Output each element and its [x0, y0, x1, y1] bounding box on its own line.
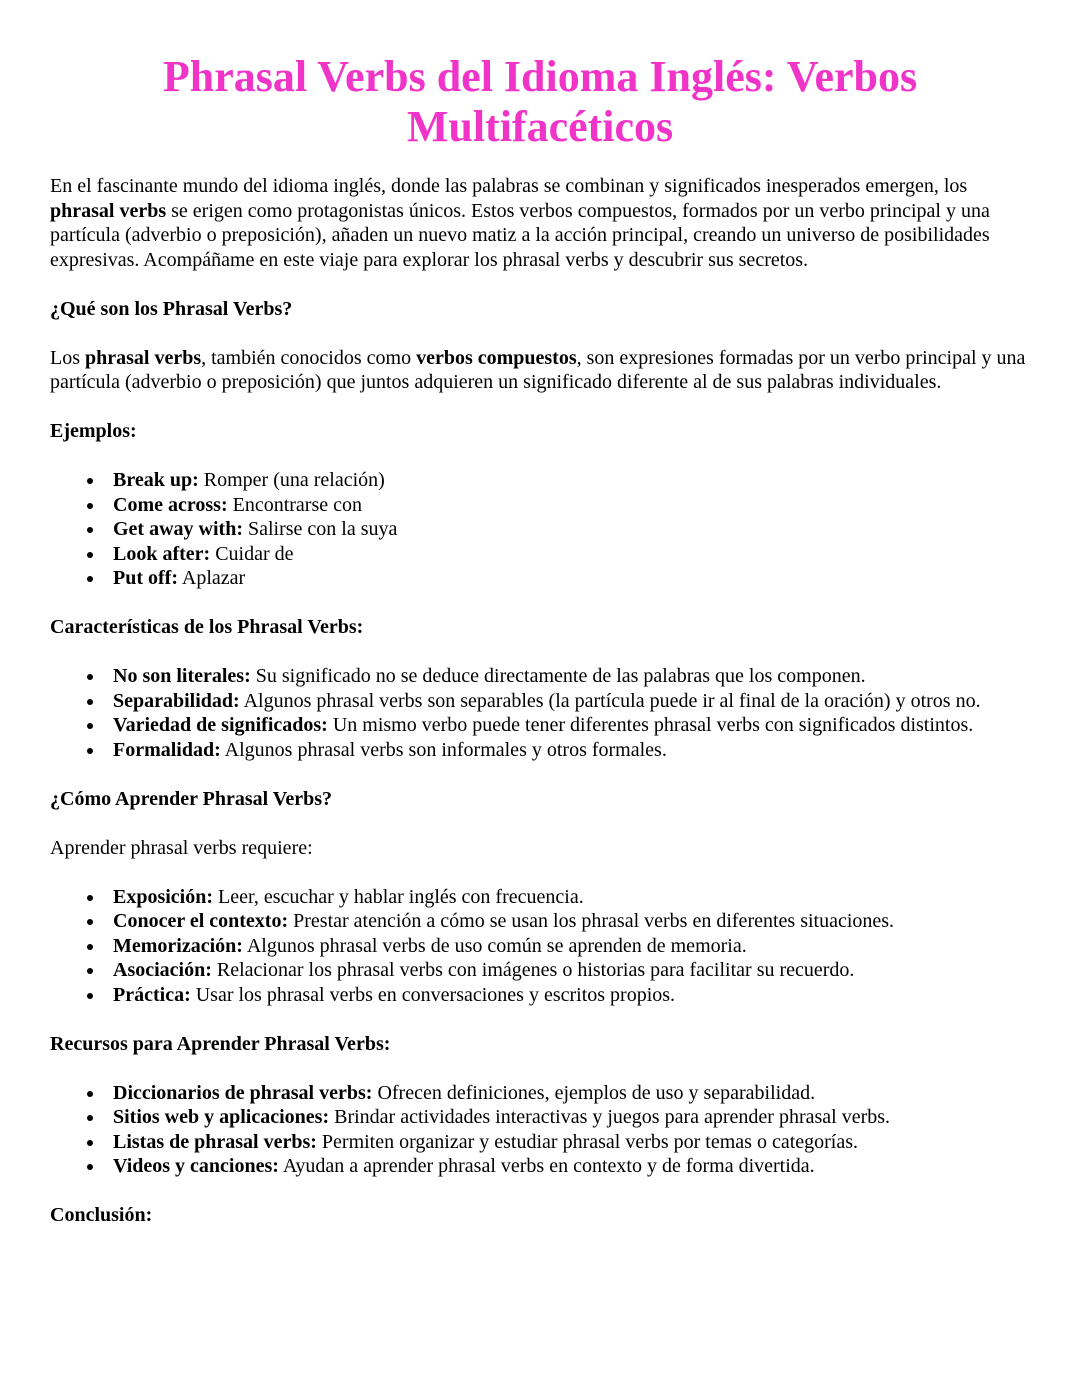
- list-item-desc: Prestar atención a cómo se usan los phrasal verbs en diferentes situaciones.: [288, 910, 895, 932]
- list-item: [113, 1154, 1030, 1179]
- list-item: [113, 468, 1030, 493]
- list-item-desc: Usar los phrasal verbs en conversaciones y escritos propios.: [190, 983, 676, 1006]
- page-title: Phrasal Verbs del Idioma Inglés: Verbos Multifacéticos: [162, 52, 918, 151]
- what-text-2: , también conocidos como: [201, 346, 417, 369]
- list-item-desc: Ayudan a aprender phrasal verbs en contexto y de forma divertida.: [278, 1155, 815, 1177]
- list-item-desc: Relacionar los phrasal verbs con imágenes o historias para facilitar su recuerdo.: [211, 959, 855, 981]
- list-item-desc: Algunos phrasal verbs son informales y otros formales.: [220, 738, 667, 761]
- list-item: [113, 664, 1030, 689]
- list-item-desc: Permiten organizar y estudiar phrasal verbs por temas o categorías.: [316, 1130, 859, 1153]
- section-heading-learn: ¿Cómo Aprender Phrasal Verbs?: [50, 787, 333, 810]
- list-item-desc: Cuidar de: [210, 542, 294, 565]
- list-item-term: Formalidad:: [113, 738, 221, 761]
- list-item-desc: Leer, escuchar y hablar inglés con frecuencia.: [213, 885, 584, 908]
- list-item-term: Diccionarios de phrasal verbs:: [113, 1081, 373, 1104]
- list-item-term: Variedad de significados:: [113, 714, 328, 736]
- list-item-term: Memorización:: [113, 934, 243, 957]
- list-item-desc: Romper (una relación): [198, 469, 385, 491]
- list-item-term: Separabilidad:: [113, 689, 240, 712]
- list-item-term: Get away with:: [113, 518, 243, 540]
- section-heading-examples: Ejemplos:: [50, 420, 137, 442]
- list-item: [113, 566, 1030, 591]
- list-item: [113, 713, 1030, 738]
- list-item-term: Listas de phrasal verbs:: [113, 1130, 317, 1153]
- list-item-term: No son literales:: [113, 665, 251, 687]
- examples-list: [50, 468, 1030, 591]
- list-item-term: Exposición:: [113, 885, 214, 908]
- what-bold-term-1: phrasal verbs: [85, 346, 202, 369]
- section-heading-features: Características de los Phrasal Verbs:: [50, 616, 364, 638]
- list-item-term: Look after:: [113, 542, 211, 565]
- list-item: [113, 493, 1030, 518]
- list-item: [113, 517, 1030, 542]
- list-item: [113, 934, 1030, 959]
- list-item-term: Práctica:: [113, 983, 191, 1006]
- what-bold-term-2: verbos compuestos: [416, 346, 577, 369]
- list-item-term: Sitios web y aplicaciones:: [113, 1106, 330, 1128]
- list-item-desc: Aplazar: [177, 567, 246, 589]
- list-item-term: Put off:: [113, 567, 178, 589]
- list-item-desc: Ofrecen definiciones, ejemplos de uso y separabilidad.: [372, 1081, 816, 1104]
- section-heading-resources: Recursos para Aprender Phrasal Verbs:: [50, 1032, 391, 1055]
- list-item-desc: Brindar actividades interactivas y juegos para aprender phrasal verbs.: [329, 1106, 891, 1128]
- learn-list: [50, 885, 1030, 1008]
- list-item-desc: Un mismo verbo puede tener diferentes phrasal verbs con significados distintos.: [327, 714, 974, 736]
- list-item-term: Break up:: [113, 469, 199, 491]
- list-item: [113, 542, 1030, 567]
- what-text-3: , son expresiones formadas por un verbo principal y una partícula (adverbio o preposición) que juntos adquieren un significado diferente al de sus palabras individuales.: [50, 346, 1026, 393]
- what-text: Los: [50, 346, 85, 369]
- section-heading-conclusion: Conclusión:: [50, 1204, 153, 1226]
- list-item-term: Come across:: [113, 493, 228, 516]
- list-item: [113, 1105, 1030, 1130]
- list-item-desc: Su significado no se deduce directamente de las palabras que los componen.: [250, 665, 866, 687]
- intro-paragraph: [50, 174, 1030, 272]
- intro-text-cont: se erigen como protagonistas únicos. Estos verbos compuestos, formados por un verbo principal y una partícula (adverbio o preposición), añaden un nuevo matiz a la acción principal, creando un universo de posibilidades expresivas. Acompáñame en este viaje para explorar los phrasal verbs y descubrir sus secretos.: [50, 199, 990, 271]
- intro-bold-term: phrasal verbs: [50, 199, 167, 222]
- list-item: [113, 1130, 1030, 1155]
- list-item: [113, 885, 1030, 910]
- list-item-desc: Salirse con la suya: [242, 518, 398, 540]
- resources-list: [50, 1081, 1030, 1179]
- list-item: [113, 909, 1030, 934]
- what-paragraph: [50, 346, 1030, 395]
- list-item-term: Videos y canciones:: [113, 1155, 279, 1177]
- list-item: [113, 983, 1030, 1008]
- intro-text: En el fascinante mundo del idioma inglés, donde las palabras se combinan y significados inesperados emergen, los: [50, 175, 968, 197]
- list-item: [113, 1081, 1030, 1106]
- list-item: [113, 689, 1030, 714]
- list-item-desc: Algunos phrasal verbs son separables (la partícula puede ir al final de la oración) y otros no.: [239, 689, 981, 712]
- list-item-term: Asociación:: [113, 959, 212, 981]
- list-item-desc: Encontrarse con: [227, 493, 362, 516]
- learn-intro: Aprender phrasal verbs requiere:: [50, 836, 313, 859]
- list-item-term: Conocer el contexto:: [113, 910, 289, 932]
- list-item: [113, 738, 1030, 763]
- section-heading-what: ¿Qué son los Phrasal Verbs?: [50, 297, 293, 320]
- list-item-desc: Algunos phrasal verbs de uso común se aprenden de memoria.: [242, 934, 747, 957]
- list-item: [113, 958, 1030, 983]
- features-list: [50, 664, 1030, 762]
